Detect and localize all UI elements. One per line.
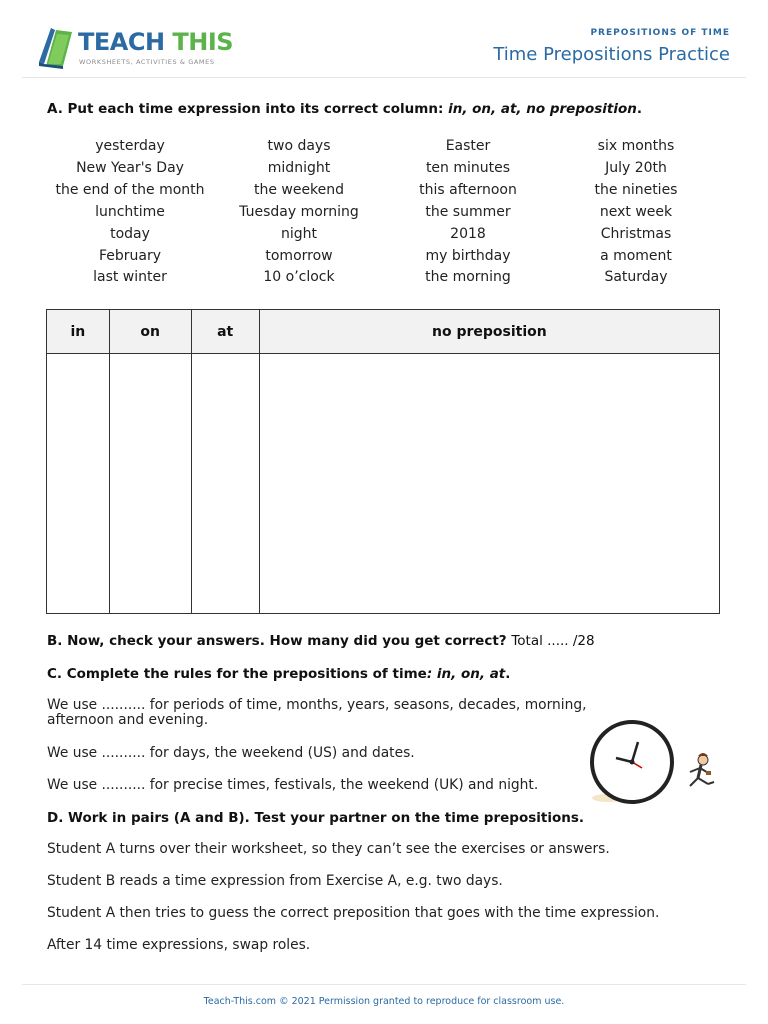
answer-cell-in[interactable] [47, 354, 110, 614]
book-logo-icon [36, 22, 76, 70]
section-b-question: B. Now, check your answers. How many did you get correct? [47, 633, 507, 649]
answer-table-body-row [47, 354, 720, 614]
expression-item: New Year's Day [76, 159, 184, 176]
expression-item: the weekend [253, 181, 345, 198]
column-header-at: at [191, 310, 259, 354]
rule-1 [47, 698, 586, 728]
expression-item: Christmas [600, 225, 672, 242]
expression-item: Tuesday morning [239, 203, 359, 220]
section-c-heading [47, 666, 510, 682]
page-title: Time Prepositions Practice [493, 44, 730, 65]
expression-item: 10 o’clock [263, 269, 335, 286]
section-c-options: : in, on, at [426, 666, 506, 682]
expression-item: yesterday [95, 138, 165, 154]
section-c-prefix: C. Complete the rules for the prepositions of time [47, 666, 427, 682]
expression-item: ten minutes [425, 159, 511, 176]
answer-cell-at[interactable] [191, 354, 259, 614]
instruction-step-3: Student A then tries to guess the correct preposition that goes with the time expression. [47, 905, 660, 921]
section-c-suffix: . [505, 666, 511, 682]
score-total: Total ..... /28 [511, 633, 595, 649]
expression-column-3 [384, 136, 552, 289]
logo-this: THIS [172, 28, 234, 56]
expression-item: next week [599, 203, 673, 220]
logo-tagline: WORKSHEETS, ACTIVITIES & GAMES [79, 58, 215, 66]
expression-item: night [280, 225, 317, 242]
expression-item: 2018 [450, 225, 486, 242]
column-header-on: on [109, 310, 191, 354]
answer-cell-on[interactable] [109, 354, 191, 614]
expression-item: a moment [600, 247, 672, 264]
page-header [22, 18, 746, 78]
column-header-no-preposition: no preposition [259, 310, 719, 354]
expression-column-4 [552, 136, 720, 289]
time-expression-list [46, 136, 720, 286]
expression-item: my birthday [425, 247, 511, 264]
worksheet-topic: PREPOSITIONS OF TIME [590, 28, 730, 38]
expression-item: lunchtime [95, 203, 165, 220]
expression-item: today [110, 225, 150, 242]
expression-item: this afternoon [419, 181, 517, 198]
clock-center [630, 760, 635, 765]
rule-1-line-2: afternoon and evening. [47, 712, 209, 728]
rule-2: We use .......... for days, the weekend (US) and dates. [47, 745, 415, 761]
expression-item: the summer [425, 203, 511, 220]
teach-this-logo [36, 22, 236, 70]
expression-item: Easter [445, 138, 491, 154]
section-a-heading [47, 101, 642, 117]
section-a-suffix: . [636, 101, 643, 117]
expression-item: the end of the month [55, 181, 205, 198]
logo-teach: TEACH [78, 28, 165, 56]
section-a-prefix: A. Put each time expression into its correct column: [47, 101, 444, 117]
expression-item: six months [597, 138, 675, 154]
instruction-step-4: After 14 time expressions, swap roles. [47, 937, 311, 953]
section-b-heading [47, 633, 595, 649]
expression-column-1 [46, 136, 214, 289]
expression-item: July 20th [605, 159, 667, 176]
copyright-footer: Teach-This.com © 2021 Permission granted to reproduce for classroom use. [22, 984, 746, 1007]
instruction-step-2: Student B reads a time expression from Exercise A, e.g. two days. [47, 873, 503, 889]
expression-item: last winter [93, 269, 167, 286]
clock-running-man-illustration [586, 716, 726, 806]
answer-cell-no-preposition[interactable] [259, 354, 719, 614]
expression-item: Saturday [604, 269, 668, 286]
expression-item: February [98, 247, 162, 264]
running-man-icon [690, 753, 714, 786]
rule-1-line-1: We use .......... for periods of time, months, years, seasons, decades, morning, [47, 697, 587, 713]
expression-item: the morning [425, 269, 511, 286]
column-header-in: in [47, 310, 110, 354]
expression-column-2 [215, 136, 383, 289]
rule-3: We use .......... for precise times, festivals, the weekend (UK) and night. [47, 777, 539, 793]
instruction-step-1: Student A turns over their worksheet, so they can’t see the exercises or answers. [47, 841, 610, 857]
answer-table-header-row [47, 310, 720, 354]
answer-table [46, 309, 720, 614]
section-d-heading: D. Work in pairs (A and B). Test your partner on the time prepositions. [47, 810, 585, 826]
expression-item: midnight [267, 159, 331, 176]
expression-item: the nineties [594, 181, 678, 198]
expression-item: tomorrow [265, 247, 333, 264]
logo-wordmark [78, 28, 233, 56]
expression-item: two days [267, 138, 331, 154]
section-a-options: in, on, at, no preposition [448, 101, 637, 117]
